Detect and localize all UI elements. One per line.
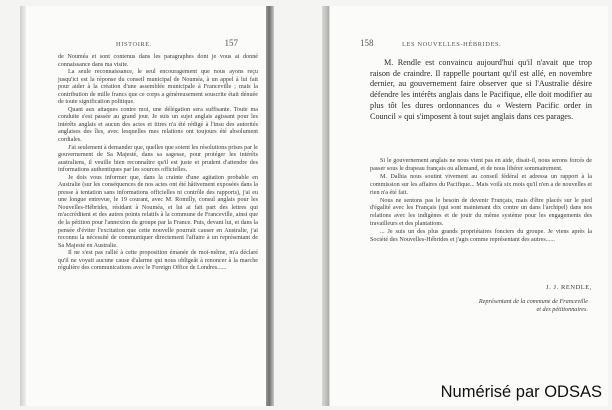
paragraph: Si le gouvernement anglais ne nous vient pas en aide, disait-il, nous serons forcés de passer sous le drapeau français ou allemand, et de nous libérer sommairement. xyxy=(370,158,592,172)
paragraph: M. Dalhia nous soutint vivement au conseil fédéral et adressa un rapport à la commission sur les affaires du Pacifique... Mais voilà six mois qu'il n'en a de nouvelles et rien n'a été fait. xyxy=(370,173,592,196)
paragraph: de Nouméa et sont contenus dans les paragraphes dont je vous ai donné connaissance dans ma visite. xyxy=(58,54,258,68)
paragraph: Je dois vous informer que, dans la crainte d'une agitation probable en Australie (sur les conséquences de nos actes ont été hâtivement exposées dans la presse à tentation sans informations officielles ni contrôle des rapports), j'ai eu une longue entrevue, le 19 courant, avec M. Romilly, consul anglais pour les Nouvelles-Hébrides, résidant à Nouméa, et lui ai fait part des lettres qui m'accréditent et des autres points relatifs à la commune de Franceville, ainsi que de la pétition pour l'annexion du groupe par la France. Puis, devant lui, et dans la pensée d'éviter l'excitation que cette nouvelle pourrait causer en Australie, j'ai reconnu la nécessité de communiquer directement l'affaire à un représentant de Sa Majesté en Australie. xyxy=(58,174,258,249)
signatory-role xyxy=(370,298,592,314)
role-line: et des pétitionnaires. xyxy=(536,306,588,313)
left-page-number: 157 xyxy=(224,38,238,48)
right-page-number: 158 xyxy=(360,38,374,48)
role-line: Représentant de la commune de Franceville xyxy=(478,298,588,305)
paragraph: ... Je suis un des plus grands propriétaires fonciers du groupe. Je viens après la Société des Nouvelles-Hébrides et j'agis comme représentant des autres...... xyxy=(370,229,592,244)
paragraph: M. Rendle est convaincu aujourd'hui qu'il n'avait que trop raison de craindre. Il rappelle pourtant qu'il est allé, en novembre dernier, au gouvernement faire observer que si l'Australie désire défendre les intérêts anglais dans le Pacifique, elle doit modifier au plus tôt les dures ordonnances du « Western Pacific order in Council » qui s'imposent à tout sujet anglais dans ces parages. xyxy=(370,58,592,121)
signature: J. J. RENDLE, xyxy=(546,284,592,291)
right-page xyxy=(330,6,608,406)
paragraph: La seule reconnaissance, le seul encouragement que nous ayons reçu jusqu'ici est la réponse du conseil municipal de Nouméa, à un appel à lui fait pour aider à la création d'une assemblée municipale à Franceville ; mais la contribution de mille francs que ce corps a généreusement souscrite était dénuée de toute signification politique. xyxy=(58,69,258,106)
right-large-text xyxy=(370,58,592,122)
book-gutter xyxy=(266,6,274,406)
paragraph: Il ne s'est pas rallié à cette proposition émanée de moi-même, m'a déclaré qu'il ne voyait aucune cause d'alarme qui nous obligeât à renoncer à la marche régulière des communications avec le Foreign Office de Londres...... xyxy=(58,250,258,272)
paragraph: Nous ne sentons pas le besoin de devenir Français, mais d'être placés sur le pied d'égalité avec les Français (qui sont maintenant dix contre un dans l'archipel) dans nos relations avec les indigènes et de jouir du même système pour les engagements des travailleurs et des plantations. xyxy=(370,197,592,228)
left-body-text xyxy=(58,54,258,273)
paragraph: J'ai seulement à demander que, quelles que soient les résolutions prises par le gouvernement de Sa Majesté, dans sa sagesse, pour protéger les intérêts australiens, il veuille bien reconnaître qu'il est juste et prudent d'attendre des informations authentiques par les sources officielles. xyxy=(58,144,258,174)
left-running-title: HISTOIRE. xyxy=(116,41,152,48)
digitization-watermark: Numérisé par ODSAS xyxy=(440,383,602,401)
right-page-edge xyxy=(322,6,330,406)
left-page xyxy=(26,6,266,406)
paragraph: Quant aux attaques contre moi, une délégation sera suffisante. Toute ma conduite s'est passée au grand jour. Je suis un sujet anglais agissant pour les intérêts anglais et aucun des actes et titres n'a été rédigé à l'insu des autorités anglaises des îles, avec lesquelles mes relations ont toujours été absolument cordiales. xyxy=(58,106,258,144)
right-quoted-text xyxy=(370,158,592,245)
right-running-title: LES NOUVELLES-HÉBRIDES. xyxy=(402,41,502,48)
